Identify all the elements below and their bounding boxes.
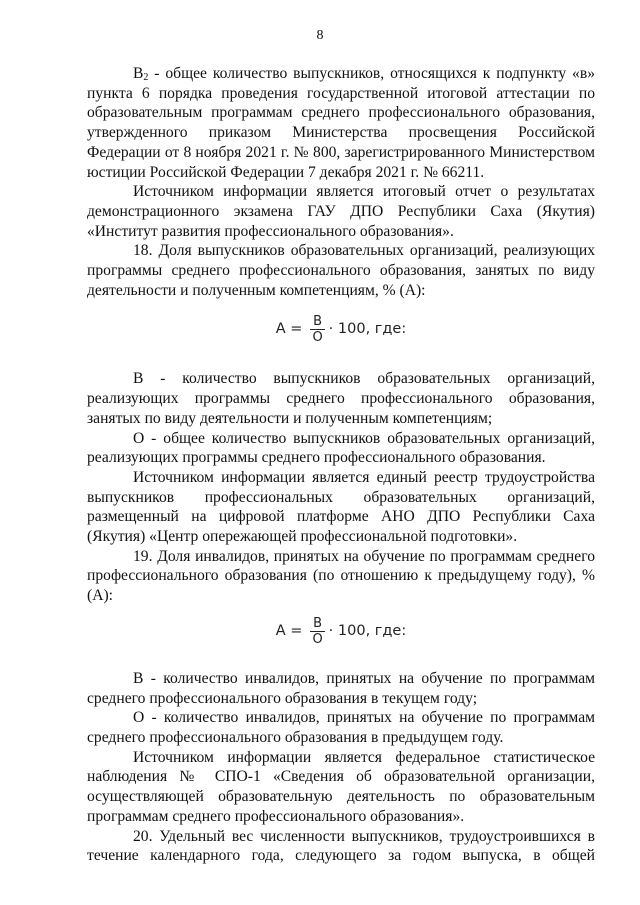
formula-numerator: В [313, 615, 323, 631]
paragraph-source-registry: Источником информации является единый реестр трудоустройства выпускников профессиональных образовательных организаций, размещенный на цифровой платформе АНО ДПО Республики Саха (Якутия) «Центр опережающей профессиональной подготовки». [87, 468, 595, 546]
formula-fraction [310, 616, 324, 647]
variable-subscript: 2 [143, 72, 149, 83]
definition-b-18: В - количество выпускников образовательных организаций, реализующих программы среднего профессионального образования, занятых по виду деятельности и полученным компетенциям; [87, 370, 595, 427]
formula-indicator-19 [87, 616, 595, 647]
b2-definition-text: - общее количество выпускников, относящихся к подпункту «в» пункта 6 порядка проведения государственной итоговой аттестации по образовательным программам среднего профессионального образования, утвержденного приказом Министерства просвещения Российской Федерации от 8 ноября 2021 г. № 800, зарегистрированного Министерством юстиции Российской Федерации 7 декабря 2021 г. № 66211. [87, 65, 595, 181]
formula-lhs: А = [275, 321, 303, 338]
formula-denominator: О [312, 631, 323, 647]
formula-lhs: А = [275, 622, 303, 639]
indicator-19-heading: 19. Доля инвалидов, принятых на обучение по программам среднего профессионального образования (по отношению к предыдущему году), % (А): [87, 547, 595, 605]
formula-rhs: · 100, где: [328, 321, 407, 338]
formula-indicator-18 [87, 314, 595, 345]
formula-denominator: О [312, 330, 323, 346]
paragraph-source-spo1: Источником информации является федеральное статистическое наблюдения № СПО-1 «Сведения об образовательной организации, осуществляющей образовательную деятельность по образовательным программам среднего профессионального образования». [87, 748, 595, 825]
page-number: 8 [316, 28, 324, 43]
paragraph-b2-definition [87, 64, 595, 182]
variable-b: В [133, 65, 144, 82]
document-body [87, 64, 595, 866]
indicator-20-heading: 20. Удельный вес численности выпускников, трудоустроившихся в течение календарного года, следующего за годом выпуска, в общей [87, 827, 595, 865]
paragraph-source-demo-exam: Источником информации является итоговый отчет о результатах демонстрационного экзамена ГАУ ДПО Республики Саха (Якутия) «Институт развития профессионального образования». [87, 183, 595, 240]
definition-b-19: В - количество инвалидов, принятых на обучение по программам среднего профессионального образования в текущем году; [87, 669, 595, 707]
indicator-18-heading: 18. Доля выпускников образовательных организаций, реализующих программы среднего профессионального образования, занятых по виду деятельности и полученным компетенциям, % (А): [87, 242, 595, 299]
definition-o-18: О - общее количество выпускников образовательных организаций, реализующих программы среднего профессионального образования. [87, 429, 595, 467]
formula-numerator: В [313, 314, 323, 330]
formula-rhs: · 100, где: [328, 622, 407, 639]
formula-fraction [310, 314, 324, 345]
definition-o-19: О - количество инвалидов, принятых на обучение по программам среднего профессионального образования в предыдущем году. [87, 709, 595, 746]
